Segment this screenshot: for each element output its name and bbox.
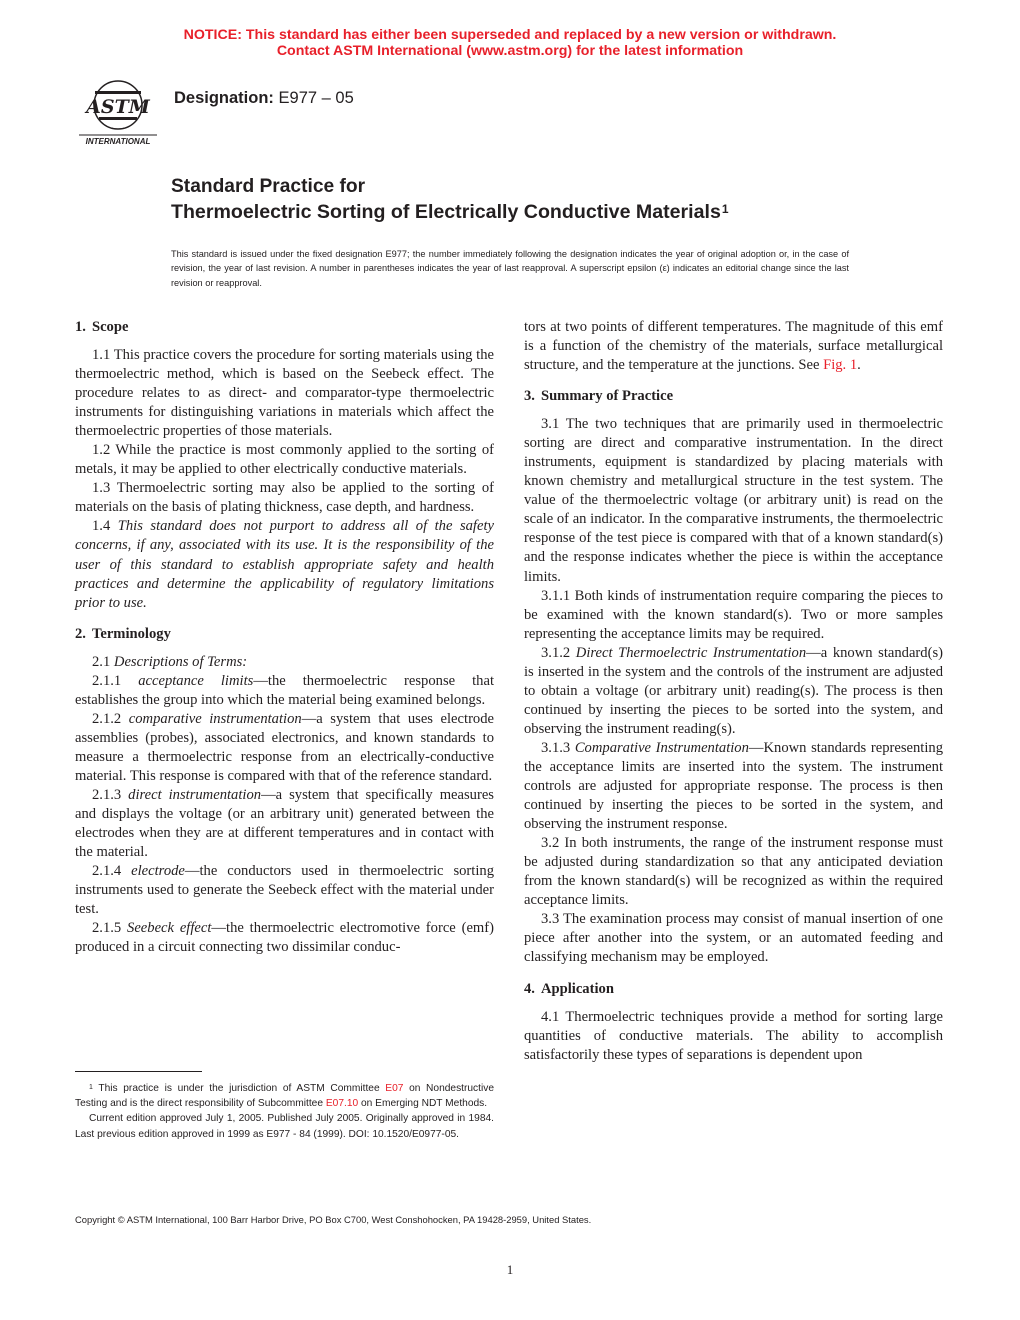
para-3-1-3: 3.1.3 Comparative Instrumentation—Known standards representing the acceptance limits are inserted into the system. The instrument controls are adjusted for appropriate response. The process is then continued by inserting the pieces to be sorted in the system, and observing the instrument response.: [524, 739, 943, 833]
para-1-3: 1.3 Thermoelectric sorting may also be applied to the sorting of materials on the basis of plating thickness, case depth, and hardness.: [75, 480, 494, 516]
footnote-rule: [75, 1071, 202, 1072]
committee-e07-link[interactable]: E07: [385, 1083, 404, 1094]
astm-logo: [75, 77, 161, 147]
left-column: [75, 318, 494, 957]
logo-subtext: INTERNATIONAL: [85, 137, 151, 146]
para-3-1-2: 3.1.2 Direct Thermoelectric Instrumentation—a known standard(s) is inserted in the system and the controls of the instrument are adjusted to obtain a voltage (or arbitrary unit) reading(s). The process is then continued by inserting the pieces to be sorted into the system, and observing the instrument reading(s).: [524, 644, 943, 737]
page-number: 1: [506, 1262, 514, 1277]
designation-label: Designation:: [174, 89, 274, 107]
subcommittee-e07-10-link[interactable]: E07.10: [325, 1098, 359, 1110]
para-2-1-4: 2.1.4 electrode—the conductors used in thermoelectric sorting instruments used to generate the Seebeck effect with the material under test.: [75, 863, 494, 918]
designation: [174, 89, 354, 108]
para-1-4: 1.4 This standard does not purport to address all of the safety concerns, if any, associated with its use. It is the responsibility of the user of this standard to establish appropriate safety and health practices and determine the applicability of regulatory limitations prior to use.: [75, 518, 494, 611]
para-2-1: 2.1 Descriptions of Terms:: [92, 653, 248, 670]
para-4-1: 4.1 Thermoelectric techniques provide a method for sorting large quantities of conductive materials. The ability to accomplish satisfactorily these types of separations is dependent upon: [524, 1008, 943, 1063]
para-1-2: 1.2 While the practice is most commonly applied to the sorting of metals, it may be applied to other electrically conductive materials.: [75, 442, 494, 478]
para-3-1-1: 3.1.1 Both kinds of instrumentation require comparing the pieces to be examined with the known standard(s). Two or more samples representing the acceptance limits may be required.: [524, 587, 943, 642]
para-2-1-5: 2.1.5 Seebeck effect—the thermoelectric electromotive force (emf) produced in a circuit connecting two dissimilar conduc-: [75, 920, 494, 956]
section-heading-application: 4. Application: [524, 980, 614, 997]
para-3-1: 3.1 The two techniques that are primarily used in thermoelectric sorting are direct and comparative instrumentation. In the direct instruments, equipment is standardized by placing materials with known chemistry and metallurgical structure in the test system. The value of the thermoelectric voltage (or arbitrary unit) is read on the scale of an indicator. In the comparative instruments, the thermoelectric response of the test piece is compared with that of a known standard(s) and the response indicates whether the piece is within the acceptance limits.: [524, 416, 943, 585]
title-footnote-mark[interactable]: 1: [721, 202, 729, 216]
footnote-1: $^1$ This practice is under the jurisdiction of ASTM Committee E07 on Nondestructive Testing and is the direct responsibility of Subcommittee E07.10 on Emerging NDT Methods.: [75, 1083, 495, 1110]
designation-code: E977 – 05: [278, 89, 354, 107]
para-3-3: 3.3 The examination process may consist of manual insertion of one piece after another into the system, or an automated feeding and classifying mechanism may be employed.: [524, 911, 943, 966]
section-heading-summary: 3. Summary of Practice: [524, 388, 674, 405]
logo-text: ASTM: [86, 96, 150, 118]
para-2-1-2: 2.1.2 comparative instrumentation—a system that uses electrode assemblies (probes), associated electronics, and known standards to measure a thermoelectric response from an electrically-conductive material. This response is compared with that of the reference standard.: [75, 710, 494, 784]
right-column: [524, 318, 943, 1065]
section-heading-scope: 1. Scope: [75, 319, 129, 335]
notice-line-1: NOTICE: This standard has either been superseded and replaced by a new version or withdrawn.: [183, 27, 837, 43]
para-3-2: 3.2 In both instruments, the range of the instrument response must be adjusted during standardization so that any anticipated deviation from the known standard(s) will be recognized as within the required acceptance limits.: [524, 835, 943, 909]
para-1-1: 1.1 This practice covers the procedure for sorting materials using the thermoelectric method, which is based on the Seebeck effect. The procedure relates to as direct- and comparator-type thermoelectric instruments for distinguishing variations in materials which affect the thermoelectric properties of those materials.: [75, 347, 494, 440]
title-line-2: Thermoelectric Sorting of Electrically Conductive Materials: [171, 201, 721, 223]
footnote: [75, 1081, 494, 1142]
para-2-1-3: 2.1.3 direct instrumentation—a system that specifically measures and displays the voltage (or an arbitrary unit) generated between the electrodes when they are at different temperatures and in contact with the material.: [75, 786, 494, 861]
fig-1-link[interactable]: Fig. 1: [823, 357, 858, 374]
footnote-2: Current edition approved July 1, 2005. Published July 2005. Originally approved in 1984. Last previous edition approved in 1999 as E977 - 84 (1999). DOI: 10.1520/E0977-05.: [75, 1113, 494, 1140]
supersede-notice: [0, 27, 1020, 59]
para-2-1-5-continued: tors at two points of different temperatures. The magnitude of this emf is a function of the chemistry of the materials, surface metallurgical structure, and the temperature at the junctions. See Fig. 1.: [524, 319, 943, 374]
para-2-1-1: 2.1.1 acceptance limits—the thermoelectric response that establishes the group into which the material being examined belongs.: [75, 672, 495, 708]
title-line-1: Standard Practice for: [171, 176, 366, 197]
document-title: [171, 175, 729, 225]
section-heading-terminology: 2. Terminology: [75, 625, 171, 642]
copyright: Copyright © ASTM International, 100 Barr Harbor Drive, PO Box C700, West Conshohocken, PA 19428-2959, United States.: [75, 1214, 592, 1225]
issuance-note: This standard is issued under the fixed designation E977; the number immediately following the designation indicates the year of original adoption or, in the case of revision, the year of last revision. A number in parentheses indicates the year of last reapproval. A superscript epsilon (ε) indicates an editorial change since the last revision or reapproval.: [171, 249, 849, 288]
notice-line-2: Contact ASTM International (www.astm.org) for the latest information: [276, 43, 744, 59]
